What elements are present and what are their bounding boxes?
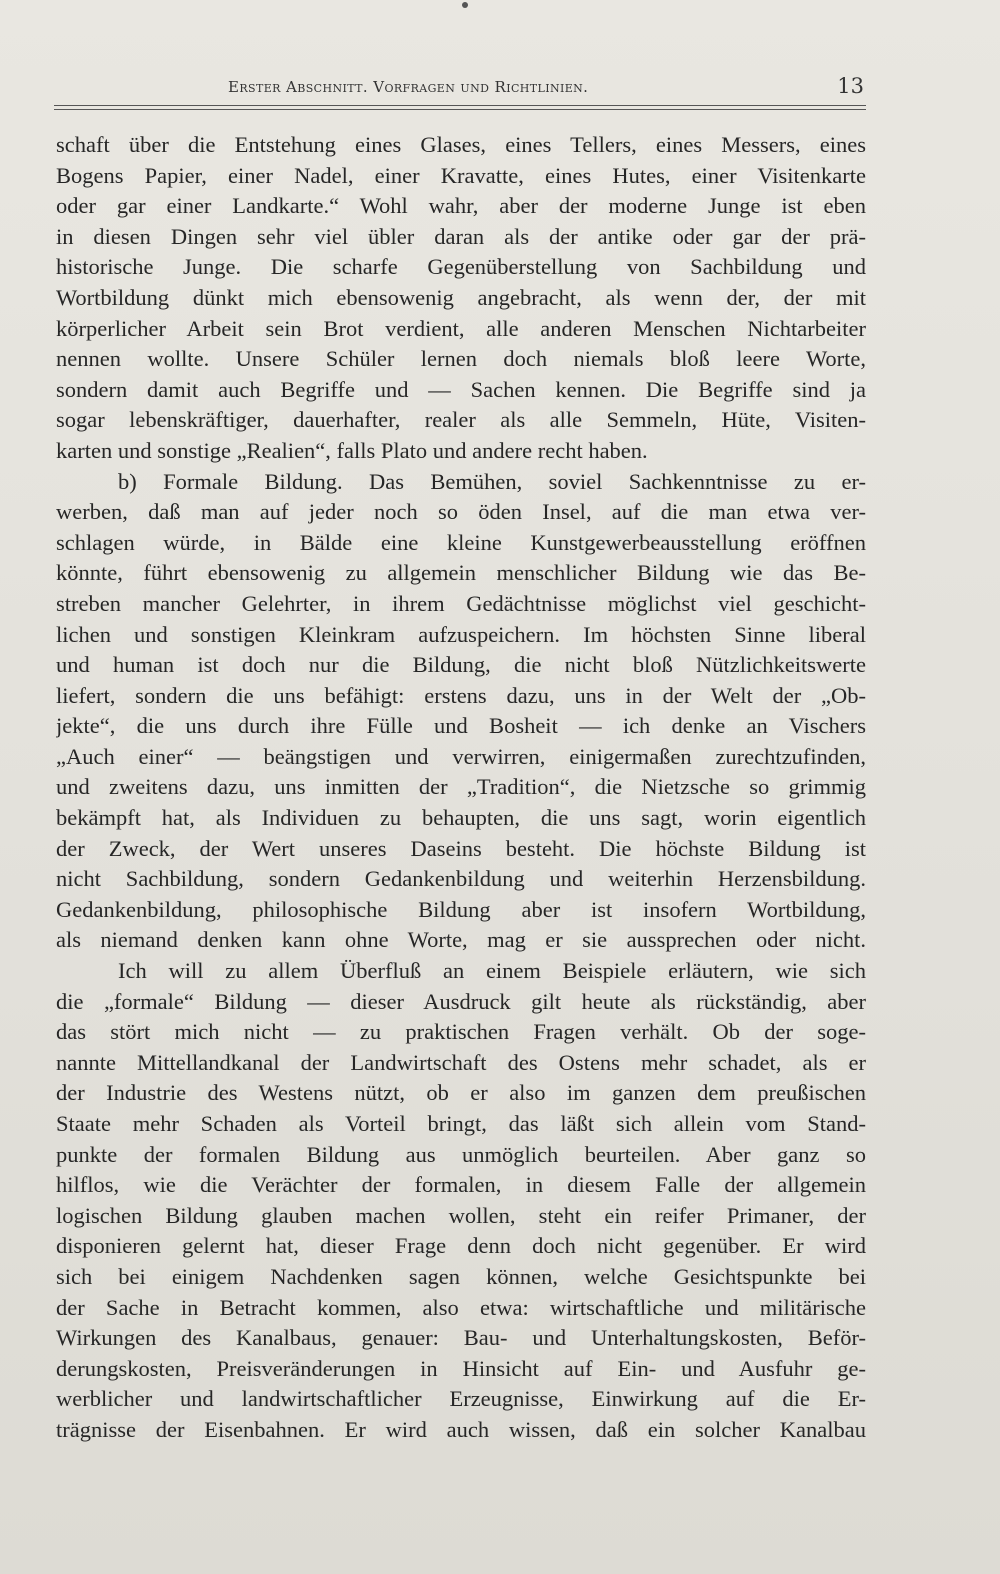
text-line: disponieren gelernt hat, dieser Frage denn doch nicht gegenüber. Er wird	[56, 1233, 866, 1259]
text-line: streben mancher Gelehrter, in ihrem Gedächtnisse möglichst viel geschicht-	[56, 590, 866, 616]
text-line: Bogens Papier, einer Nadel, einer Kravatte, eines Hutes, einer Visitenkarte	[56, 162, 866, 188]
text-line: oder gar einer Landkarte.“ Wohl wahr, aber der moderne Junge ist eben	[56, 193, 866, 219]
text-line: bekämpft hat, als Individuen zu behaupten, die uns sagt, worin eigentlich	[56, 805, 866, 831]
text-line: „Auch einer“ — beängstigen und verwirren, einigermaßen zurechtzufinden,	[56, 743, 866, 769]
text-line: jekte“, die uns durch ihre Fülle und Bosheit — ich denke an Vischers	[56, 713, 866, 739]
text-line: Ich will zu allem Überfluß an einem Beispiele erläutern, wie sich	[118, 958, 866, 984]
text-line: sich bei einigem Nachdenken sagen können, welche Gesichtspunkte bei	[56, 1263, 866, 1289]
text-line: könnte, führt ebensowenig zu allgemein menschlicher Bildung wie das Be-	[56, 560, 866, 586]
text-line: nicht Sachbildung, sondern Gedankenbildung und weiterhin Herzensbildung.	[56, 866, 866, 892]
text-line: historische Junge. Die scharfe Gegenüberstellung von Sachbildung und	[56, 254, 866, 280]
text-line: körperlicher Arbeit sein Brot verdient, alle anderen Menschen Nichtarbeiter	[56, 315, 866, 341]
text-line: lichen und sonstigen Kleinkram aufzuspeichern. Im höchsten Sinne liberal	[56, 621, 866, 647]
body-text	[56, 130, 866, 1446]
text-line: logischen Bildung glauben machen wollen, steht ein reifer Primaner, der	[56, 1202, 866, 1228]
text-line: der Industrie des Westens nützt, ob er also im ganzen dem preußischen	[56, 1080, 866, 1106]
ink-speck	[462, 2, 468, 8]
text-line: derungskosten, Preisveränderungen in Hinsicht auf Ein- und Ausfuhr ge-	[56, 1355, 866, 1381]
text-line: die „formale“ Bildung — dieser Ausdruck gilt heute als rückständig, aber	[56, 988, 866, 1014]
header-rule-top	[54, 105, 866, 106]
page-number: 13	[837, 74, 864, 98]
text-line: der Zweck, der Wert unseres Daseins besteht. Die höchste Bildung ist	[56, 835, 866, 861]
text-line: nennen wollte. Unsere Schüler lernen doch niemals bloß leere Worte,	[56, 346, 866, 372]
text-line: Gedankenbildung, philosophische Bildung aber ist insofern Wortbildung,	[56, 896, 866, 922]
text-line: in diesen Dingen sehr viel übler daran als der antike oder gar der prä-	[56, 223, 866, 249]
text-line: trägnisse der Eisenbahnen. Er wird auch wissen, daß ein solcher Kanalbau	[56, 1416, 866, 1442]
text-line: werblicher und landwirtschaftlicher Erzeugnisse, Einwirkung auf die Er-	[56, 1386, 866, 1412]
header-rule-bottom	[54, 109, 866, 110]
running-title: Erster Abschnitt. Vorfragen und Richtlinien.	[228, 78, 589, 96]
text-line: schlagen würde, in Bälde eine kleine Kunstgewerbeausstellung eröffnen	[56, 529, 866, 555]
text-line: schaft über die Entstehung eines Glases, eines Tellers, eines Messers, eines	[56, 132, 866, 157]
text-line: der Sache in Betracht kommen, also etwa: wirtschaftliche und militärische	[56, 1294, 866, 1320]
text-line: als niemand denken kann ohne Worte, mag er sie aussprechen oder nicht.	[56, 927, 866, 953]
text-line: karten und sonstige „Realien“, falls Plato und andere recht haben.	[56, 437, 648, 463]
text-line: sogar lebenskräftiger, dauerhafter, realer als alle Semmeln, Hüte, Visiten-	[56, 407, 866, 433]
text-line: sondern damit auch Begriffe und — Sachen kennen. Die Begriffe sind ja	[56, 376, 866, 402]
text-line: Staate mehr Schaden als Vorteil bringt, das läßt sich allein vom Stand-	[56, 1111, 866, 1136]
text-line: das stört mich nicht — zu praktischen Fragen verhält. Ob der soge-	[56, 1019, 866, 1045]
text-line: liefert, sondern die uns befähigt: erstens dazu, uns in der Welt der „Ob-	[56, 682, 866, 708]
text-line: werben, daß man auf jeder noch so öden Insel, auf die man etwa ver-	[56, 499, 866, 525]
text-line: nannte Mittellandkanal der Landwirtschaft des Ostens mehr schadet, als er	[56, 1049, 866, 1075]
text-line: und zweitens dazu, uns inmitten der „Tradition“, die Nietzsche so grimmig	[56, 774, 866, 800]
page-header	[56, 74, 866, 104]
text-line: Wortbildung dünkt mich ebensowenig angebracht, als wenn der, der mit	[56, 284, 866, 310]
text-line: hilflos, wie die Verächter der formalen, in diesem Falle der allgemein	[56, 1172, 866, 1198]
text-line: und human ist doch nur die Bildung, die nicht bloß Nützlichkeitswerte	[56, 652, 866, 678]
text-line: punkte der formalen Bildung aus unmöglich beurteilen. Aber ganz so	[56, 1141, 866, 1167]
text-line: Wirkungen des Kanalbaus, genauer: Bau- und Unterhaltungskosten, Beför-	[56, 1325, 866, 1351]
text-line: b) Formale Bildung. Das Bemühen, soviel Sachkenntnisse zu er-	[118, 468, 866, 494]
